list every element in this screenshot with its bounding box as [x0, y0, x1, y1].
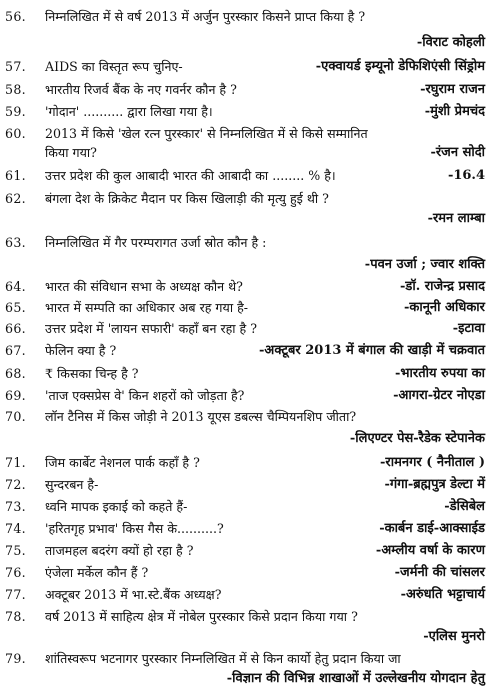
question-text: ₹ किसका चिन्ह है ? — [45, 366, 139, 381]
question-number: 73. — [5, 499, 26, 514]
answer-text: -अक्टूबर 2013 में बंगाल की खाड़ी में चक्रवात — [259, 343, 485, 358]
question-number: 79. — [5, 651, 26, 666]
question-number: 69. — [5, 388, 26, 403]
question-number: 66. — [5, 321, 26, 336]
answer-text: -रंजन सोदी — [430, 145, 485, 160]
answer-continuation-line — [0, 668, 489, 690]
question-item — [0, 165, 489, 187]
question-text: AIDS का विस्तृत रूप चुनिए- — [45, 59, 183, 74]
question-item — [0, 562, 489, 584]
question-number: 72. — [5, 477, 26, 492]
question-item — [0, 232, 489, 254]
answer-continuation-line — [0, 142, 489, 164]
question-item — [0, 276, 489, 298]
question-number: 63. — [5, 235, 26, 250]
answer-text: -जर्मनी की चांसलर — [394, 565, 485, 580]
answer-text: -डेसिबेल — [444, 499, 485, 514]
question-item — [0, 297, 489, 319]
answer-text: -एक्वायर्ड इम्यूनो डेफिशिएंसी सिंड्रोम — [315, 59, 485, 74]
question-text: 'गोदान' .......... द्वारा लिखा गया है। — [45, 104, 213, 119]
answer-text: -भारतीय रुपया का — [394, 366, 485, 381]
answer-text: -इटावा — [452, 321, 485, 336]
question-item — [0, 56, 489, 78]
answer-text: -डॉ. राजेन्द्र प्रसाद — [399, 279, 485, 294]
question-number: 57. — [5, 59, 26, 74]
question-text: 'ताज एक्सप्रेस वे' किन शहरों को जोड़ता है? — [45, 388, 245, 403]
answer-text: -मुंशी प्रेमचंद — [424, 104, 485, 119]
answer-text: -गंगा-ब्रह्मपुत्र डेल्टा में — [384, 477, 485, 492]
question-text: भारतीय रिजर्व बैंक के नए गवर्नर कौन है ? — [45, 82, 237, 97]
answer-continuation-line — [0, 32, 489, 54]
question-text: निम्नलिखित में से वर्ष 2013 में अर्जुन पुरस्कार किसने प्राप्त किया है ? — [45, 9, 366, 24]
question-item — [0, 79, 489, 101]
answer-continuation-line — [0, 208, 489, 230]
answer-text: -विराट कोहली — [416, 35, 485, 50]
answer-text: -अरुंधति भट्टाचार्य — [400, 587, 485, 602]
question-number: 70. — [5, 409, 26, 424]
question-item — [0, 340, 489, 362]
question-text: किया गया? — [45, 145, 97, 160]
answer-text: -कार्बन डाई-आक्साईड — [379, 521, 485, 536]
question-number: 67. — [5, 343, 26, 358]
question-text: बंगला देश के क्रिकेट मैदान पर किस खिलाड़ी की मृत्यु हुई थी ? — [45, 191, 329, 206]
question-item — [0, 363, 489, 385]
question-item — [0, 474, 489, 496]
answer-text: -कानूनी अधिकार — [403, 300, 485, 315]
question-number: 68. — [5, 366, 26, 381]
question-number: 78. — [5, 609, 26, 624]
question-item — [0, 452, 489, 474]
question-text: ताजमहल बदरंग क्यों हो रहा है ? — [45, 543, 194, 558]
question-number: 61. — [5, 168, 26, 183]
question-number: 59. — [5, 104, 26, 119]
question-number: 71. — [5, 455, 26, 470]
question-text: सुन्दरबन है- — [45, 477, 99, 492]
question-item — [0, 188, 489, 210]
question-text: ध्वनि मापक इकाई को कहते हैं- — [45, 499, 188, 514]
answer-text: -16.4 — [447, 168, 485, 183]
question-text: अक्टूबर 2013 में भा.स्टे.बैंक अध्यक्ष? — [45, 587, 222, 602]
question-item — [0, 385, 489, 407]
question-text: लॉन टैनिस में किस जोड़ी ने 2013 यूएस डबल्स चैम्पियनशिप जीता? — [45, 409, 357, 424]
answer-continuation-line — [0, 428, 489, 450]
question-number: 58. — [5, 82, 26, 97]
answer-continuation-line — [0, 626, 489, 648]
question-number: 62. — [5, 191, 26, 206]
answer-text: -एलिस मुनरो — [423, 629, 485, 644]
question-text: उत्तर प्रदेश में 'लायन सफारी' कहाँ बन रहा है ? — [45, 321, 257, 336]
question-number: 65. — [5, 300, 26, 315]
question-text: भारत में सम्पति का अधिकार अब रह गया है- — [45, 300, 249, 315]
question-number: 64. — [5, 279, 26, 294]
question-item — [0, 6, 489, 28]
answer-text: -अम्लीय वर्षा के कारण — [375, 543, 485, 558]
answer-continuation-line — [0, 254, 489, 276]
question-text: जिम कार्बेट नेशनल पार्क कहाँ है ? — [45, 455, 200, 470]
question-text: 2013 में किसे 'खेल रत्न पुरस्कार' से निम्नलिखित में से किसे सम्मानित — [45, 126, 368, 141]
answer-text: -लिएण्टर पेस-रैडेक स्टेपानेक — [349, 431, 485, 446]
question-text: वर्ष 2013 में साहित्य क्षेत्र में नोबेल पुरस्कार किसे प्रदान किया गया ? — [45, 609, 358, 624]
question-text: 'हरितगृह प्रभाव' किस गैस के..........? — [45, 521, 224, 536]
answer-text: -रघुराम राजन — [420, 82, 485, 97]
question-text: फेलिन क्या है ? — [45, 343, 117, 358]
question-text: निम्नलिखित में गैर परम्परागत उर्जा स्रोत कौन है : — [45, 235, 267, 250]
question-text: उत्तर प्रदेश की कुल आबादी भारत की आबादी का ........ % है। — [45, 168, 336, 183]
answer-text: -रमन लाम्बा — [427, 211, 485, 226]
question-item — [0, 101, 489, 123]
question-item — [0, 584, 489, 606]
question-item — [0, 318, 489, 340]
question-item — [0, 606, 489, 628]
question-number: 75. — [5, 543, 26, 558]
question-text: भारत की संविधान सभा के अध्यक्ष कौन थे? — [45, 279, 243, 294]
question-item — [0, 496, 489, 518]
question-number: 77. — [5, 587, 26, 602]
question-item — [0, 518, 489, 540]
question-text: एंजेला मर्केल कौन हैं ? — [45, 565, 149, 580]
question-item — [0, 648, 489, 670]
answer-text: -आगरा-ग्रेटर नोएडा — [393, 388, 485, 403]
answer-text: -पवन उर्जा ; ज्वार शक्ति — [364, 257, 485, 272]
question-number: 76. — [5, 565, 26, 580]
question-number: 56. — [5, 9, 26, 24]
question-number: 60. — [5, 126, 26, 141]
question-item — [0, 406, 489, 428]
answer-text: -विज्ञान की विभिन्न शाखाओं में उल्लेखनीय योगदान हेतु — [226, 671, 485, 686]
question-item — [0, 540, 489, 562]
question-number: 74. — [5, 521, 26, 536]
question-text: शांतिस्वरूप भटनागर पुरस्कार निम्नलिखित में से किन कार्यो हेतु प्रदान किया जा — [45, 651, 401, 666]
answer-text: -रामनगर ( नैनीताल ) — [380, 455, 485, 470]
